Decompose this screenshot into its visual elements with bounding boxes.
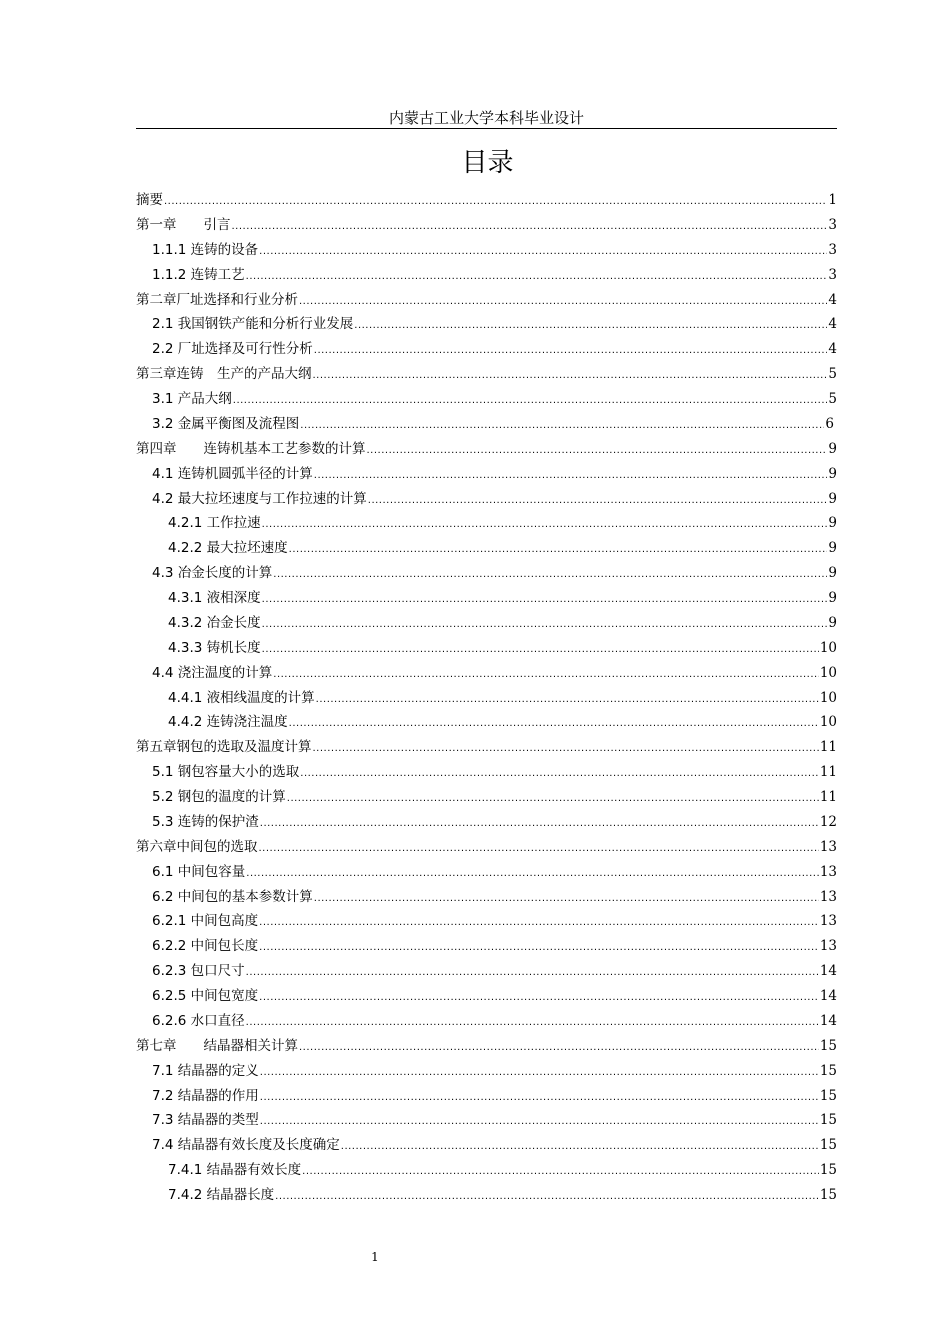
toc-entry-page: 13 <box>819 863 837 880</box>
toc-leader-dots <box>259 986 819 1011</box>
toc-entry-page: 5 <box>828 366 837 383</box>
toc-entry-page: 13 <box>819 938 837 955</box>
toc-entry-title: 5.2 钢包的温度的计算 <box>152 789 286 805</box>
toc-entry-title: 6.2.2 中间包长度 <box>152 938 259 955</box>
toc-entry-page: 9 <box>828 440 837 457</box>
toc-leader-dots <box>259 911 819 936</box>
toc-entry-title: 7.4.1 结晶器有效长度 <box>168 1162 302 1179</box>
toc-entry[interactable] <box>136 710 837 735</box>
toc-entry-page: 13 <box>819 838 837 855</box>
toc-leader-dots <box>260 1110 819 1135</box>
toc-entry-title: 6.2 中间包的基本参数计算 <box>152 888 313 905</box>
toc-entry-page: 9 <box>828 490 837 507</box>
toc-leader-dots <box>314 464 828 489</box>
toc-entry[interactable] <box>136 312 837 337</box>
toc-leader-dots <box>341 1135 819 1160</box>
toc-entry-page: 4 <box>828 341 837 358</box>
toc-leader-dots <box>246 862 819 887</box>
toc-entry[interactable] <box>136 611 837 636</box>
toc-entry[interactable] <box>136 511 837 536</box>
toc-entry-title: 6.1 中间包容量 <box>152 863 246 880</box>
toc-entry-page: 6 <box>825 415 834 432</box>
toc-entry[interactable] <box>136 412 834 437</box>
toc-entry-title: 4.2.1 工作拉速 <box>168 515 261 532</box>
toc-entry[interactable] <box>136 1108 837 1133</box>
toc-entry-page: 15 <box>819 1112 837 1129</box>
toc-entry-title: 第六章中间包的选取 <box>136 838 258 855</box>
toc-entry[interactable] <box>136 909 837 934</box>
toc-entry-page: 3 <box>828 266 837 283</box>
toc-leader-dots <box>367 439 828 464</box>
toc-leader-dots <box>262 613 828 638</box>
toc-entry[interactable] <box>136 586 837 611</box>
toc-entry-title: 4.3.2 冶金长度 <box>168 614 261 631</box>
toc-entry-page: 10 <box>819 664 837 681</box>
toc-entry-title: 6.2.1 中间包高度 <box>152 913 259 930</box>
toc-entry[interactable] <box>136 1059 837 1084</box>
toc-entry-page: 4 <box>828 316 837 333</box>
toc-entry[interactable] <box>136 785 837 810</box>
toc-leader-dots <box>259 936 819 961</box>
toc-entry-title: 4.2 最大拉坯速度与工作拉速的计算 <box>152 490 367 507</box>
toc-entry-page: 13 <box>819 913 837 930</box>
toc-entry-page: 13 <box>819 888 837 905</box>
table-of-contents <box>136 188 837 1208</box>
toc-entry[interactable] <box>136 959 837 984</box>
page-header: 内蒙古工业大学本科毕业设计 <box>136 108 837 129</box>
toc-entry-title: 第七章 结晶器相关计算 <box>136 1037 298 1054</box>
toc-leader-dots <box>289 538 828 563</box>
toc-entry-page: 11 <box>819 789 837 805</box>
toc-leader-dots <box>313 364 828 389</box>
toc-entry-page: 5 <box>828 391 837 407</box>
toc-entry-title: 5.1 钢包容量大小的选取 <box>152 764 300 781</box>
toc-entry-page: 1 <box>828 192 837 208</box>
toc-entry-page: 9 <box>828 515 837 532</box>
toc-entry-page: 15 <box>819 1087 837 1104</box>
toc-entry-title: 4.1 连铸机圆弧半径的计算 <box>152 465 313 482</box>
toc-leader-dots <box>233 389 828 414</box>
toc-entry-title: 3.1 产品大纲 <box>152 391 232 407</box>
toc-entry[interactable] <box>136 1183 837 1208</box>
toc-entry-title: 4.4 浇注温度的计算 <box>152 664 273 681</box>
toc-leader-dots <box>354 314 827 339</box>
toc-entry[interactable] <box>136 387 837 412</box>
toc-entry-page: 15 <box>819 1062 837 1079</box>
toc-leader-dots <box>316 688 819 713</box>
toc-entry-page: 3 <box>828 216 837 233</box>
toc-entry-page: 9 <box>828 540 837 557</box>
toc-entry-title: 7.4.2 结晶器长度 <box>168 1187 275 1203</box>
toc-entry[interactable] <box>136 636 837 661</box>
toc-leader-dots <box>273 563 827 588</box>
toc-entry-title: 3.2 金属平衡图及流程图 <box>152 415 300 432</box>
toc-leader-dots <box>299 1036 819 1061</box>
toc-entry-title: 7.1 结晶器的定义 <box>152 1062 259 1079</box>
toc-entry-title: 1.1.2 连铸工艺 <box>152 266 245 283</box>
toc-entry-title: 7.4 结晶器有效长度及长度确定 <box>152 1137 340 1154</box>
toc-leader-dots <box>262 638 819 663</box>
toc-entry[interactable] <box>136 810 837 835</box>
toc-entry-title: 7.3 结晶器的类型 <box>152 1112 259 1129</box>
toc-leader-dots <box>273 663 819 688</box>
toc-entry-page: 9 <box>828 565 837 582</box>
toc-entry[interactable] <box>136 337 837 362</box>
toc-entry-page: 14 <box>819 988 837 1004</box>
toc-leader-dots <box>164 190 827 215</box>
toc-leader-dots <box>314 887 819 912</box>
toc-entry-title: 6.2.5 中间包宽度 <box>152 988 259 1004</box>
toc-entry-title: 4.3 冶金长度的计算 <box>152 565 273 582</box>
toc-entry-page: 10 <box>819 714 837 731</box>
toc-leader-dots <box>300 414 824 439</box>
toc-entry-title: 第二章厂址选择和行业分析 <box>136 291 298 308</box>
toc-entry[interactable] <box>136 561 837 586</box>
toc-entry-page: 15 <box>819 1037 837 1054</box>
toc-entry-title: 第四章 连铸机基本工艺参数的计算 <box>136 440 366 457</box>
toc-entry[interactable] <box>136 1084 837 1109</box>
toc-entry-title: 1.1.1 连铸的设备 <box>152 241 259 258</box>
toc-leader-dots <box>259 240 827 265</box>
toc-entry[interactable] <box>136 188 837 213</box>
toc-entry[interactable] <box>136 536 837 561</box>
toc-entry-page: 15 <box>819 1187 837 1203</box>
toc-entry-title: 4.3.1 液相深度 <box>168 590 261 606</box>
toc-entry[interactable] <box>136 362 837 387</box>
toc-entry[interactable] <box>136 661 837 686</box>
toc-entry-page: 9 <box>828 465 837 482</box>
toc-entry[interactable] <box>136 934 837 959</box>
toc-entry[interactable] <box>136 735 837 760</box>
toc-entry-title: 4.2.2 最大拉坯速度 <box>168 540 288 557</box>
toc-leader-dots <box>232 215 828 240</box>
toc-leader-dots <box>314 339 828 364</box>
toc-leader-dots <box>260 1086 819 1111</box>
toc-leader-dots <box>246 265 828 290</box>
toc-entry-title: 4.4.2 连铸浇注温度 <box>168 714 288 731</box>
toc-entry-page: 10 <box>819 689 837 706</box>
toc-entry[interactable] <box>136 686 837 711</box>
toc-leader-dots <box>299 290 827 315</box>
page-number: 1 <box>371 1250 379 1264</box>
toc-entry-title: 第三章连铸 生产的产品大纲 <box>136 366 312 383</box>
toc-entry-page: 12 <box>819 813 837 830</box>
toc-leader-dots <box>260 812 819 837</box>
toc-leader-dots <box>262 513 828 538</box>
toc-entry[interactable] <box>136 288 837 313</box>
page-title: 目录 <box>461 148 514 178</box>
toc-leader-dots <box>259 837 819 862</box>
toc-entry-page: 15 <box>819 1162 837 1179</box>
toc-entry[interactable] <box>136 835 837 860</box>
toc-entry[interactable] <box>136 238 837 263</box>
toc-leader-dots <box>368 489 828 514</box>
toc-entry-page: 9 <box>828 590 837 606</box>
toc-entry-page: 14 <box>819 963 837 980</box>
toc-entry[interactable] <box>136 437 837 462</box>
toc-leader-dots <box>302 1160 819 1185</box>
toc-leader-dots <box>246 961 819 986</box>
toc-entry-page: 11 <box>819 739 837 756</box>
toc-entry-page: 4 <box>828 291 837 308</box>
toc-leader-dots <box>300 762 819 787</box>
toc-entry-title: 7.2 结晶器的作用 <box>152 1087 259 1104</box>
toc-entry[interactable] <box>136 487 837 512</box>
toc-entry-title: 4.4.1 液相线温度的计算 <box>168 689 315 706</box>
toc-leader-dots <box>313 737 819 762</box>
toc-leader-dots <box>275 1185 819 1210</box>
toc-entry-page: 10 <box>819 639 837 656</box>
toc-entry[interactable] <box>136 1133 837 1158</box>
toc-entry[interactable] <box>136 1009 837 1034</box>
toc-entry[interactable] <box>136 860 837 885</box>
toc-entry[interactable] <box>136 1158 837 1183</box>
toc-entry[interactable] <box>136 462 837 487</box>
toc-entry[interactable] <box>136 263 837 288</box>
toc-entry-page: 11 <box>819 764 837 781</box>
toc-entry-title: 2.1 我国钢铁产能和分析行业发展 <box>152 316 354 333</box>
toc-entry-page: 14 <box>819 1012 837 1029</box>
toc-entry-title: 5.3 连铸的保护渣 <box>152 813 259 830</box>
toc-entry-title: 2.2 厂址选择及可行性分析 <box>152 341 313 358</box>
toc-leader-dots <box>289 712 819 737</box>
toc-entry-title: 6.2.3 包口尺寸 <box>152 963 245 980</box>
toc-entry[interactable] <box>136 1034 837 1059</box>
toc-leader-dots <box>262 588 828 613</box>
toc-entry-page: 9 <box>828 614 837 631</box>
toc-entry-title: 摘要 <box>136 192 163 208</box>
toc-entry-title: 4.3.3 铸机长度 <box>168 639 261 656</box>
toc-leader-dots <box>287 787 819 812</box>
toc-entry-title: 6.2.6 水口直径 <box>152 1012 245 1029</box>
toc-leader-dots <box>246 1011 819 1036</box>
toc-entry-page: 3 <box>828 241 837 258</box>
toc-entry-page: 15 <box>819 1137 837 1154</box>
toc-entry[interactable] <box>136 984 837 1009</box>
toc-entry[interactable] <box>136 885 837 910</box>
toc-leader-dots <box>260 1061 819 1086</box>
toc-entry[interactable] <box>136 760 837 785</box>
toc-entry-title: 第一章 引言 <box>136 216 231 233</box>
toc-entry[interactable] <box>136 213 837 238</box>
toc-entry-title: 第五章钢包的选取及温度计算 <box>136 739 312 756</box>
